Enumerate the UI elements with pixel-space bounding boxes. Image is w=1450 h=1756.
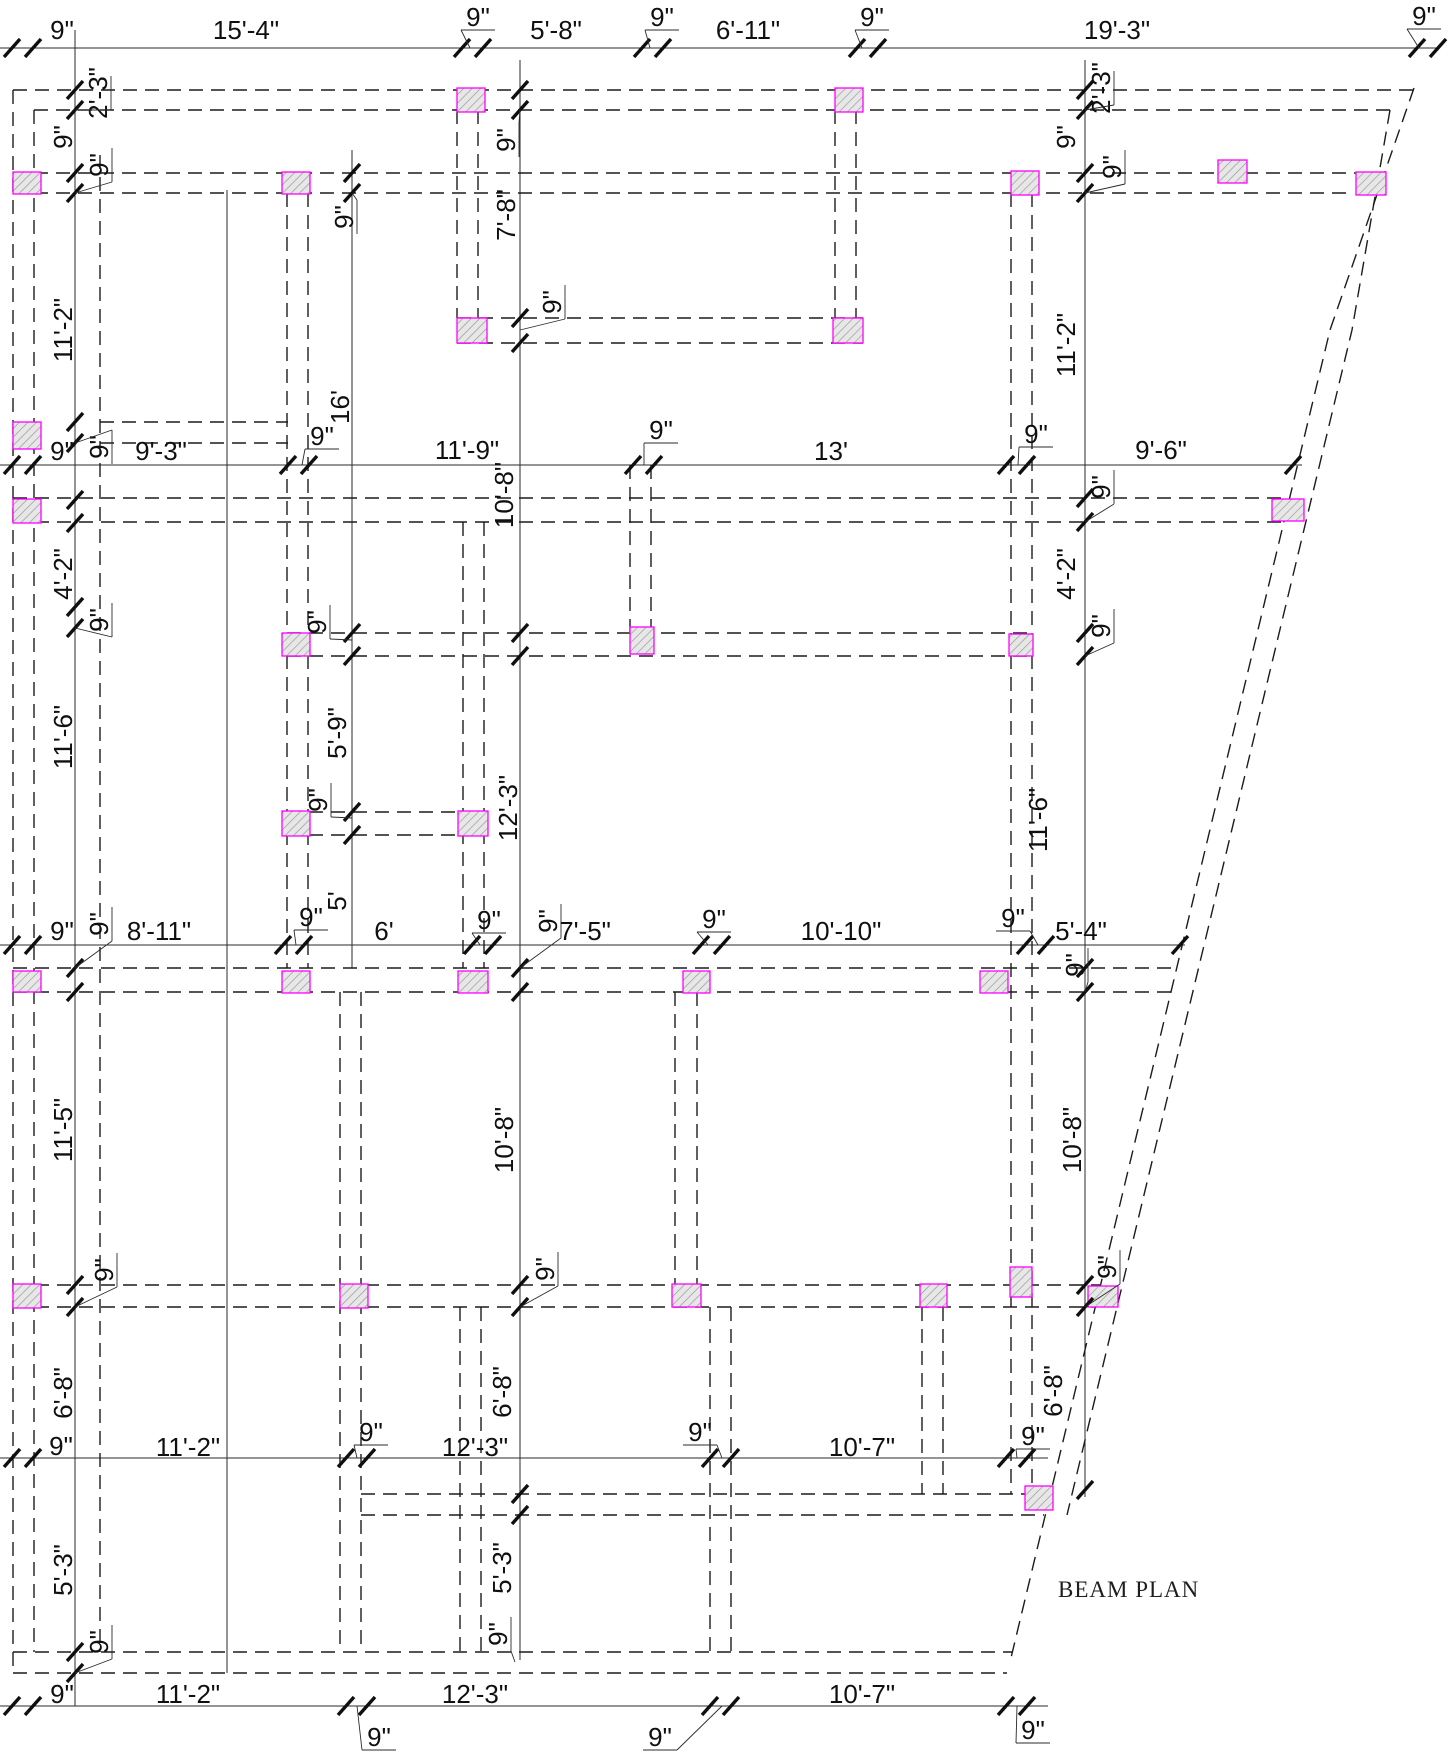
dim-label: 10'-8" [489,1106,519,1174]
dim-label: 9'-3" [135,436,187,466]
dim-label: 9" [84,435,114,459]
dim-label: 10'-8" [1057,1106,1087,1174]
dim-label: 9" [477,905,501,935]
column [1218,160,1247,183]
dim-label: 10'-7" [828,1432,896,1462]
dim-label: 9'-6" [1135,435,1187,465]
dim-label: 9" [50,916,74,946]
dim-label: 11'-2" [155,1432,221,1462]
dim-label: 9" [1060,953,1090,977]
column [683,971,710,993]
dim-label: 9" [702,904,726,934]
dim-label: 9" [491,128,521,152]
dim-label: 12'-3" [493,774,523,842]
column [458,971,488,993]
dim-label: 9" [1086,614,1116,638]
dim-label: 9" [299,902,323,932]
dim-label: 9" [648,1722,672,1752]
dim-label: 15'-4" [212,15,280,45]
dimension-ticks [4,39,1446,1715]
column [1272,499,1304,521]
dim-label: 9" [84,608,114,632]
dim-label: 4'-2" [48,548,78,600]
column [282,811,310,836]
columns [13,88,1386,1510]
column [457,318,487,343]
dim-label: 11'-6" [1023,787,1053,853]
dim-label: 11'-6" [48,704,78,770]
column [630,627,654,654]
dim-label: 9" [533,909,563,933]
dim-label: 6'-8" [48,1367,78,1419]
dim-label: 9" [530,1257,560,1281]
dim-label: 9" [1001,903,1025,933]
dim-label: 5' [322,891,352,911]
dim-label: 4'-2" [1051,548,1081,600]
dim-label: 9" [483,1622,513,1646]
column [282,633,310,656]
dim-label: 9" [84,912,114,936]
column [458,811,488,836]
column [1010,1267,1032,1297]
column [1011,171,1039,195]
column [833,318,863,343]
column [282,172,310,194]
dim-label: 6' [374,916,394,946]
dim-label: 9" [1021,1715,1045,1745]
column [672,1284,701,1307]
dim-label: 10'-8" [489,461,519,529]
dim-label: 2'-3" [1086,62,1116,114]
dim-label: 11'-5" [48,1097,78,1163]
dim-label: 6'-8" [1038,1365,1068,1417]
column [13,971,41,992]
dim-label: 5'-8" [530,15,582,45]
dim-label: 11'-9" [434,435,500,465]
dim-label: 9" [1097,155,1127,179]
dim-label: 9" [1024,419,1048,449]
dim-label: 11'-2" [48,297,78,363]
dim-label: 6'-8" [487,1366,517,1418]
drawing-title: BEAM PLAN [1058,1577,1200,1602]
dim-label: 11'-2" [1051,312,1081,378]
dim-label: 10'-7" [828,1679,896,1709]
column [980,971,1008,993]
column [1009,634,1033,656]
dim-label: 9" [302,610,332,634]
dim-label: 9" [84,153,114,177]
dim-label: 5'-4" [1055,916,1107,946]
dim-label: 9" [1021,1421,1045,1451]
dim-label: 9" [303,788,333,812]
dim-label: 9" [1086,475,1116,499]
column [13,172,41,194]
column [835,88,863,112]
column [340,1284,368,1308]
dim-label: 9" [537,290,567,314]
beam-outlines [13,88,1414,1673]
dim-label: 2'-3" [83,67,113,119]
dim-label: 9" [359,1417,383,1447]
dim-label: 8'-11" [126,916,192,946]
dim-label: 10'-10" [800,916,882,946]
dim-label: 9" [466,2,490,32]
dim-label: 9" [49,1431,73,1461]
dim-label: 9" [367,1722,391,1752]
dim-label: 9" [329,205,359,229]
dim-label: 19'-3" [1083,15,1151,45]
column [1025,1486,1053,1510]
dim-label: 9" [649,415,673,445]
dim-label: 9" [50,15,74,45]
dim-label: 9" [860,2,884,32]
dim-label: 9" [50,1679,74,1709]
dim-label: 9" [50,436,74,466]
column [1088,1286,1118,1307]
column [920,1284,947,1307]
column [1356,172,1386,195]
dim-label: 12'-3" [441,1432,509,1462]
dim-label: 9" [688,1417,712,1447]
dim-label: 9" [1412,1,1436,31]
dim-label: 11'-2" [155,1679,221,1709]
dim-label: 5'-3" [487,1542,517,1594]
column [13,422,41,449]
dim-label: 5'-9" [322,707,352,759]
dim-label: 16' [325,390,355,424]
dim-label: 6'-11" [715,15,781,45]
dim-label: 7'-5" [559,916,611,946]
dim-label: 9" [48,125,78,149]
dim-label: 9" [310,421,334,451]
dim-label: 9" [650,2,674,32]
dim-label: 9" [1092,1255,1122,1279]
dim-label: 9" [84,1630,114,1654]
dim-label: 7'-8" [491,189,521,241]
column [13,499,41,523]
dim-label: 9" [89,1258,119,1282]
dim-label: 13' [814,436,848,466]
dimension-labels [48,1,1441,1752]
dim-label: 9" [1051,125,1081,149]
column [282,971,310,993]
column [457,88,485,112]
dim-label: 5'-3" [48,1544,78,1596]
column [13,1284,41,1308]
dim-label: 12'-3" [441,1679,509,1709]
